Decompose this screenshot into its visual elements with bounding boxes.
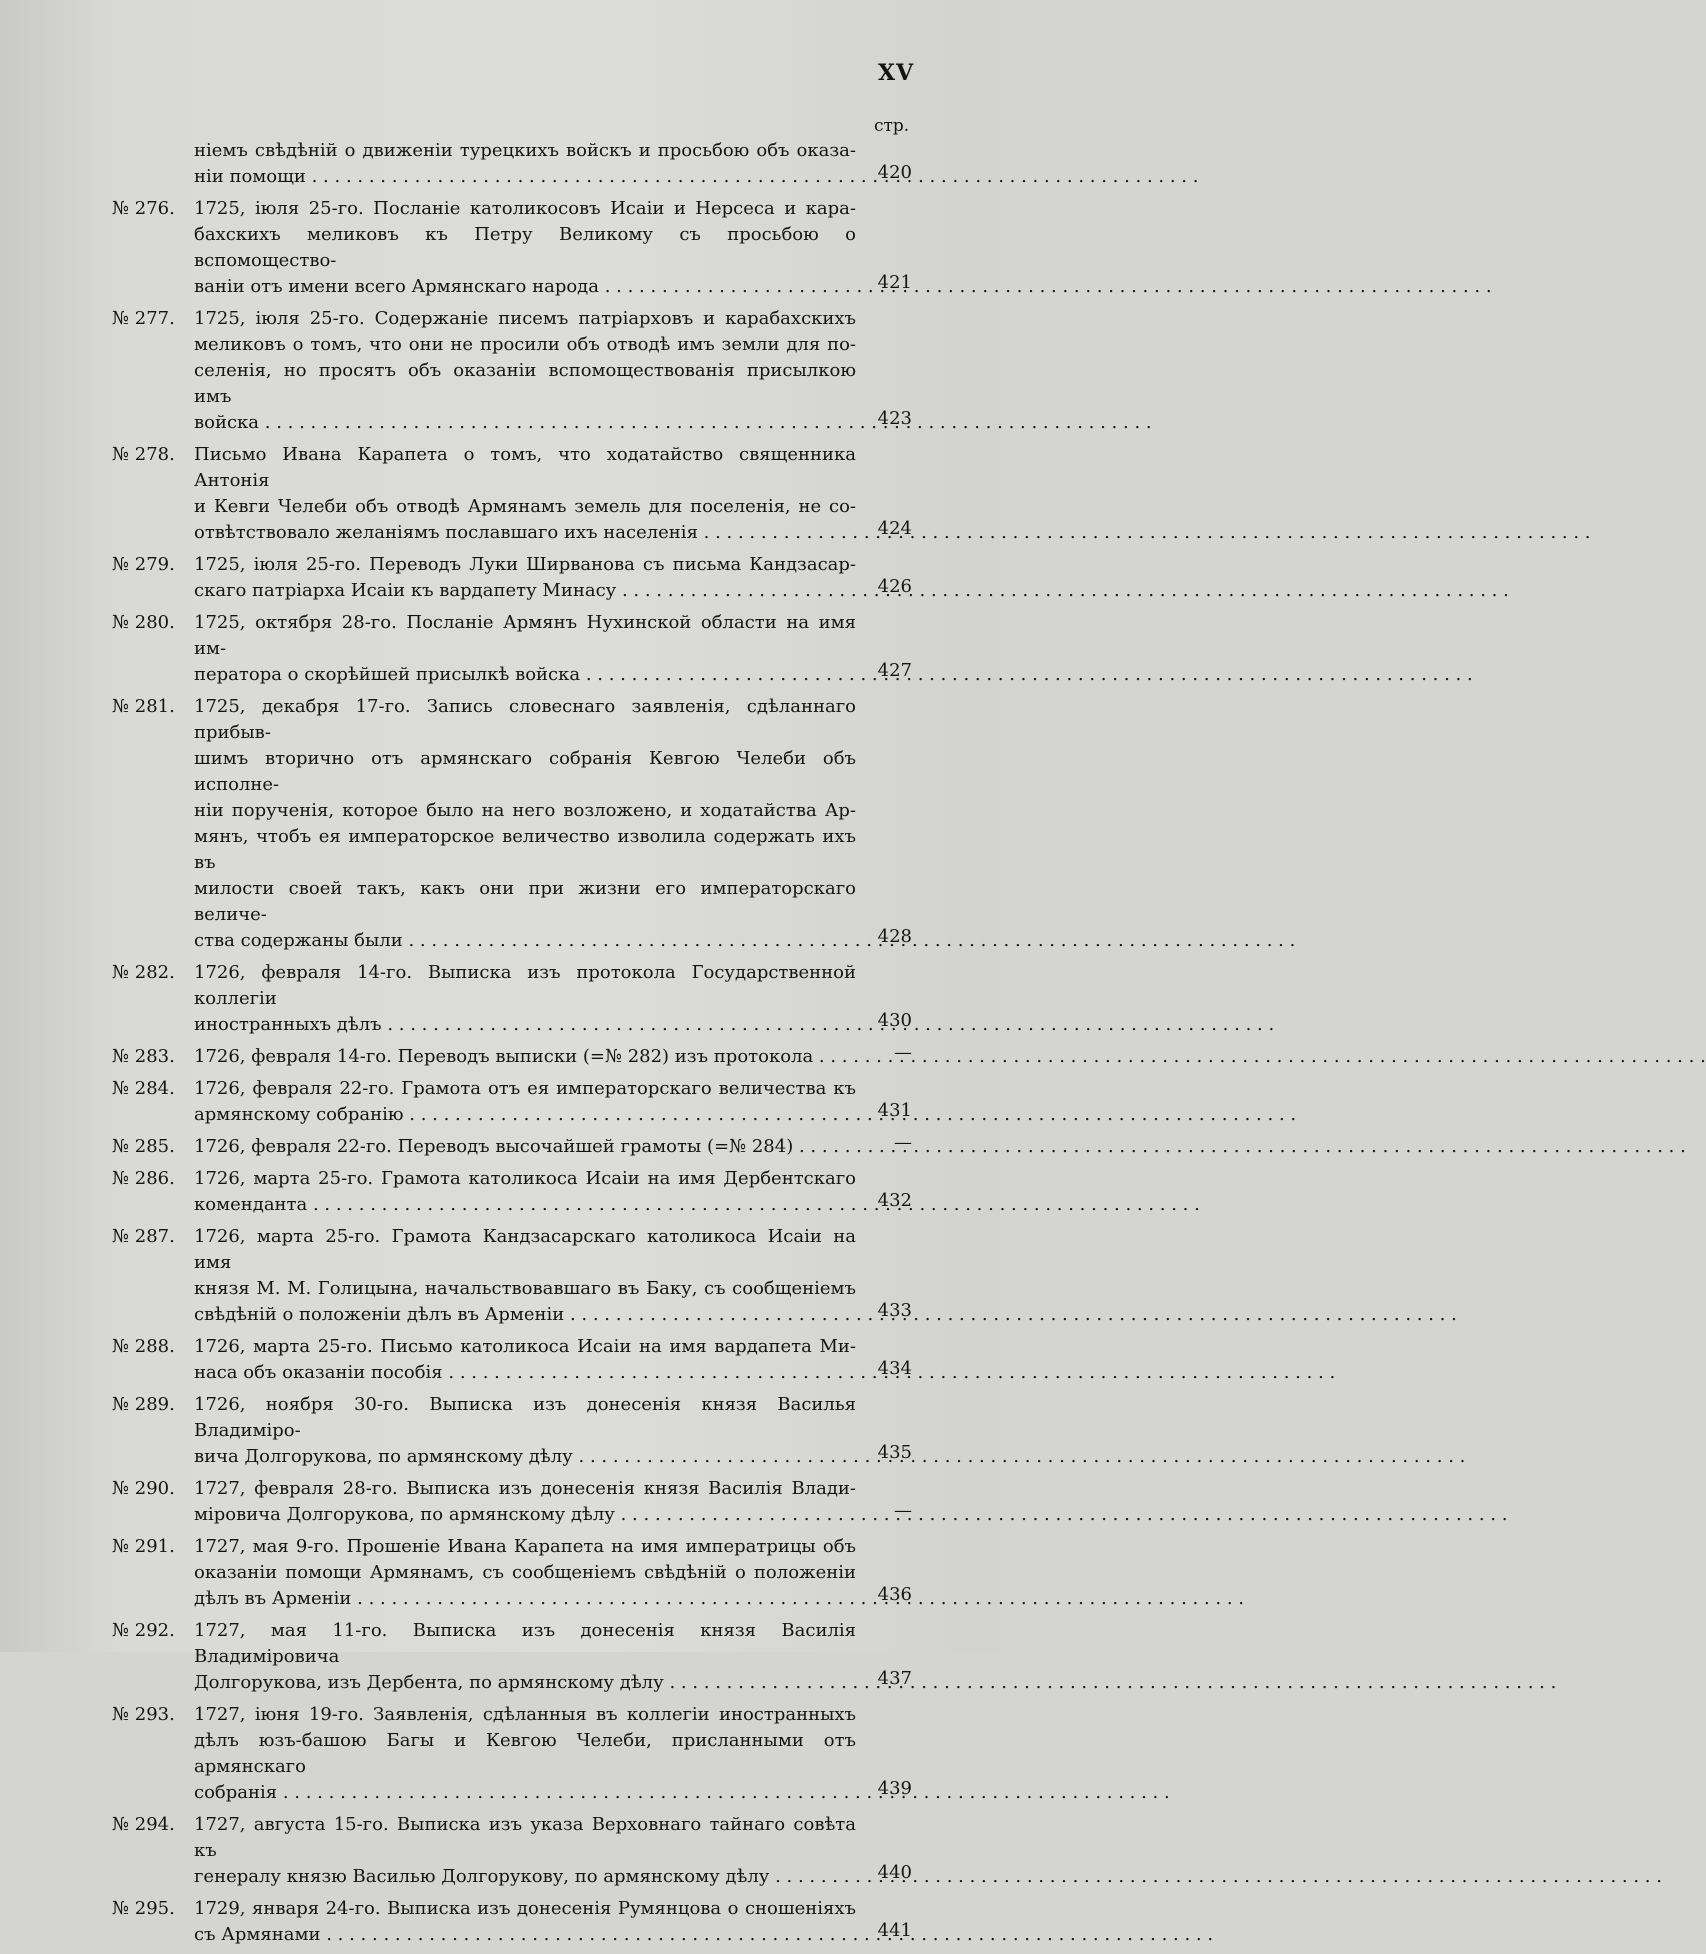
entry-page-number: — — [894, 1042, 912, 1063]
entry-number: № 277. — [112, 308, 175, 329]
entry-number: № 285. — [112, 1136, 175, 1157]
entry-number: № 283. — [112, 1046, 175, 1067]
entry-number: № 294. — [112, 1814, 175, 1835]
toc-entry — [0, 1044, 1000, 1070]
toc-entry — [0, 1896, 1000, 1948]
entry-last-line: ніи помощи . . . — [194, 166, 1198, 187]
entry-number: № 282. — [112, 962, 175, 983]
page-column-label: стр. — [874, 116, 910, 136]
entry-page-number: 428 — [877, 926, 912, 947]
entry-page-number: 431 — [877, 1100, 912, 1121]
entry-text — [194, 306, 856, 436]
toc-entry — [0, 1618, 1000, 1696]
entry-last-line: 1726, февраля 22-го. Переводъ высочайшей грамоты (=№ 284) . . . — [194, 1136, 1686, 1157]
entry-last-line: ваніи отъ имени всего Армянскаго народа . . . — [194, 276, 1492, 297]
entry-line: бахскихъ меликовъ къ Петру Великому съ просьбою о вспомощество- — [194, 224, 856, 271]
entry-line: и Кевги Челеби объ отводѣ Армянамъ земель для поселенія, не со- — [194, 496, 856, 517]
entry-last-line: войска . . . — [194, 412, 1152, 433]
entry-line: 1727, іюня 19-го. Заявленія, сдѣланныя въ коллегіи иностранныхъ — [194, 1704, 856, 1725]
entry-line: милости своей такъ, какъ они при жизни его императорскаго величе- — [194, 878, 856, 925]
entry-page-number: 436 — [877, 1584, 912, 1605]
entry-text — [194, 960, 856, 1038]
entry-text — [194, 552, 856, 604]
toc-entry — [0, 552, 1000, 604]
entry-line: 1729, января 24-го. Выписка изъ донесенія Румянцова о сношеніяхъ — [194, 1898, 856, 1919]
entry-number: № 276. — [112, 198, 175, 219]
toc-entry — [0, 1534, 1000, 1612]
entry-line: 1725, іюля 25-го. Посланіе католикосовъ Исаіи и Нерсеса и кара- — [194, 198, 856, 219]
entry-line: ніемъ свѣдѣній о движеніи турецкихъ войскъ и просьбою объ оказа- — [194, 140, 856, 161]
entry-number: № 286. — [112, 1168, 175, 1189]
toc-entry — [0, 1702, 1000, 1806]
toc-entry — [0, 694, 1000, 954]
entry-line: мянъ, чтобъ ея императорское величество изволила содержать ихъ въ — [194, 826, 856, 873]
entry-text — [194, 1166, 856, 1218]
entry-line: 1727, февраля 28-го. Выписка изъ донесенія князя Василія Влади- — [194, 1478, 856, 1499]
entry-page-number: 420 — [877, 162, 912, 183]
entry-page-number: 427 — [877, 660, 912, 681]
entry-page-number: 437 — [877, 1668, 912, 1689]
entry-line: князя М. М. Голицына, начальствовавшаго въ Баку, съ сообщеніемъ — [194, 1278, 856, 1299]
entry-page-number: 424 — [877, 518, 912, 539]
entry-line: 1726, марта 25-го. Письмо католикоса Исаіи на имя вардапета Ми- — [194, 1336, 856, 1357]
toc-entry — [0, 1334, 1000, 1386]
entry-last-line: вича Долгорукова, по армянскому дѣлу . . . — [194, 1446, 1465, 1467]
toc-entry — [0, 196, 1000, 300]
toc-entry — [0, 442, 1000, 546]
entry-line: Письмо Ивана Карапета о томъ, что ходатайство священника Антонія — [194, 444, 856, 491]
entry-line: 1725, іюля 25-го. Содержаніе писемъ патріарховъ и карабахскихъ — [194, 308, 856, 329]
entry-line: 1726, марта 25-го. Грамота католикоса Исаіи на имя Дербентскаго — [194, 1168, 856, 1189]
entry-last-line: 1726, февраля 14-го. Переводъ выписки (=№ 282) изъ протокола . . . — [194, 1046, 1706, 1067]
entry-number: № 278. — [112, 444, 175, 465]
entry-text — [194, 442, 856, 546]
entry-text — [194, 196, 856, 300]
entry-page-number: — — [894, 1132, 912, 1153]
entry-number: № 287. — [112, 1226, 175, 1247]
entry-text — [194, 1896, 856, 1948]
entry-last-line: ства содержаны были . . . — [194, 930, 1295, 951]
entry-line: селенія, но просятъ объ оказаніи вспомоществованія присылкою имъ — [194, 360, 856, 407]
entry-last-line: наса объ оказаніи пособія . . . — [194, 1362, 1335, 1383]
entry-text — [194, 138, 856, 190]
entry-last-line: иностранныхъ дѣлъ . . . — [194, 1014, 1274, 1035]
entry-line: 1727, августа 15-го. Выписка изъ указа Верховнаго тайнаго совѣта къ — [194, 1814, 856, 1861]
entry-text — [194, 1392, 856, 1470]
entry-last-line: Долгорукова, изъ Дербента, по армянскому дѣлу . . . — [194, 1672, 1556, 1693]
entry-last-line: генералу князю Василью Долгорукову, по армянскому дѣлу . . . — [194, 1866, 1662, 1887]
entry-text — [194, 1812, 856, 1890]
entry-number: № 279. — [112, 554, 175, 575]
toc-entry — [0, 1476, 1000, 1528]
entry-page-number: 434 — [877, 1358, 912, 1379]
entry-page-number: 439 — [877, 1778, 912, 1799]
entry-text — [194, 1076, 856, 1128]
entry-last-line: коменданта . . . — [194, 1194, 1200, 1215]
entry-text — [194, 1534, 856, 1612]
toc-entry — [0, 1812, 1000, 1890]
table-of-contents — [0, 138, 1000, 1954]
entry-last-line: собранія . . . — [194, 1782, 1170, 1803]
entry-line: 1726, ноября 30-го. Выписка изъ донесенія князя Василья Владиміро- — [194, 1394, 856, 1441]
entry-number: № 281. — [112, 696, 175, 717]
entry-line: меликовъ о томъ, что они не просили объ отводѣ имъ земли для по- — [194, 334, 856, 355]
entry-page-number: 440 — [877, 1862, 912, 1883]
entry-last-line: свѣдѣній о положеніи дѣлъ въ Арменіи . . . — [194, 1304, 1457, 1325]
page-number: XV — [878, 60, 915, 86]
entry-page-number: 441 — [877, 1920, 912, 1941]
entry-number: № 295. — [112, 1898, 175, 1919]
entry-line: 1725, іюля 25-го. Переводъ Луки Ширванова съ письма Кандзасар- — [194, 554, 856, 575]
entry-last-line: армянскому собранію . . . — [194, 1104, 1296, 1125]
entry-line: шимъ вторично отъ армянскаго собранія Кевгою Челеби объ исполне- — [194, 748, 856, 795]
toc-entry — [0, 1166, 1000, 1218]
entry-last-line: міровича Долгорукова, по армянскому дѣлу . . . — [194, 1504, 1507, 1525]
entry-text — [194, 694, 856, 954]
toc-entry — [0, 1076, 1000, 1128]
entry-last-line: ператора о скорѣйшей присылкѣ войска . . . — [194, 664, 1473, 685]
entry-number: № 290. — [112, 1478, 175, 1499]
toc-entry — [0, 1392, 1000, 1470]
entry-number: № 289. — [112, 1394, 175, 1415]
entry-line: 1726, февраля 14-го. Выписка изъ протокола Государственной коллегіи — [194, 962, 856, 1009]
entry-page-number: 435 — [877, 1442, 912, 1463]
entry-number: № 280. — [112, 612, 175, 633]
entry-text — [194, 1044, 856, 1070]
entry-last-line: съ Армянами . . . — [194, 1924, 1213, 1945]
toc-entry — [0, 306, 1000, 436]
entry-line: 1727, мая 11-го. Выписка изъ донесенія князя Василія Владиміровича — [194, 1620, 856, 1667]
entry-line: 1725, декабря 17-го. Запись словеснаго заявленія, сдѣланнаго прибыв- — [194, 696, 856, 743]
entry-page-number: 433 — [877, 1300, 912, 1321]
entry-number: № 293. — [112, 1704, 175, 1725]
entry-text — [194, 1702, 856, 1806]
entry-text — [194, 1134, 856, 1160]
entry-page-number: 432 — [877, 1190, 912, 1211]
entry-number: № 288. — [112, 1336, 175, 1357]
toc-entry — [0, 138, 1000, 190]
toc-entry — [0, 1224, 1000, 1328]
entry-number: № 284. — [112, 1078, 175, 1099]
toc-entry — [0, 610, 1000, 688]
entry-page-number: — — [894, 1500, 912, 1521]
entry-page-number: 426 — [877, 576, 912, 597]
entry-line: 1727, мая 9-го. Прошеніе Ивана Карапета на имя императрицы объ — [194, 1536, 856, 1557]
entry-page-number: 421 — [877, 272, 912, 293]
entry-text — [194, 1476, 856, 1528]
entry-last-line: дѣлъ въ Арменіи . . . — [194, 1588, 1244, 1609]
entry-line: 1726, февраля 22-го. Грамота отъ ея императорскаго величества къ — [194, 1078, 856, 1099]
entry-number: № 292. — [112, 1620, 175, 1641]
entry-last-line: скаго патріарха Исаіи къ вардапету Минасу . . . — [194, 580, 1509, 601]
entry-line: оказаніи помощи Армянамъ, съ сообщеніемъ свѣдѣній о положеніи — [194, 1562, 856, 1583]
entry-text — [194, 610, 856, 688]
entry-line: дѣлъ юзъ-башою Багы и Кевгою Челеби, присланными отъ армянскаго — [194, 1730, 856, 1777]
entry-line: ніи порученія, которое было на него возложено, и ходатайства Ар- — [194, 800, 856, 821]
entry-line: 1725, октября 28-го. Посланіе Армянъ Нухинской области на имя им- — [194, 612, 856, 659]
entry-line: 1726, марта 25-го. Грамота Кандзасарскаго католикоса Исаіи на имя — [194, 1226, 856, 1273]
toc-entry — [0, 1134, 1000, 1160]
entry-last-line: отвѣтствовало желаніямъ пославшаго ихъ населенія . . . — [194, 522, 1591, 543]
entry-text — [194, 1224, 856, 1328]
entry-page-number: 430 — [877, 1010, 912, 1031]
entry-text — [194, 1334, 856, 1386]
toc-entry — [0, 960, 1000, 1038]
entry-text — [194, 1618, 856, 1696]
entry-number: № 291. — [112, 1536, 175, 1557]
entry-page-number: 423 — [877, 408, 912, 429]
